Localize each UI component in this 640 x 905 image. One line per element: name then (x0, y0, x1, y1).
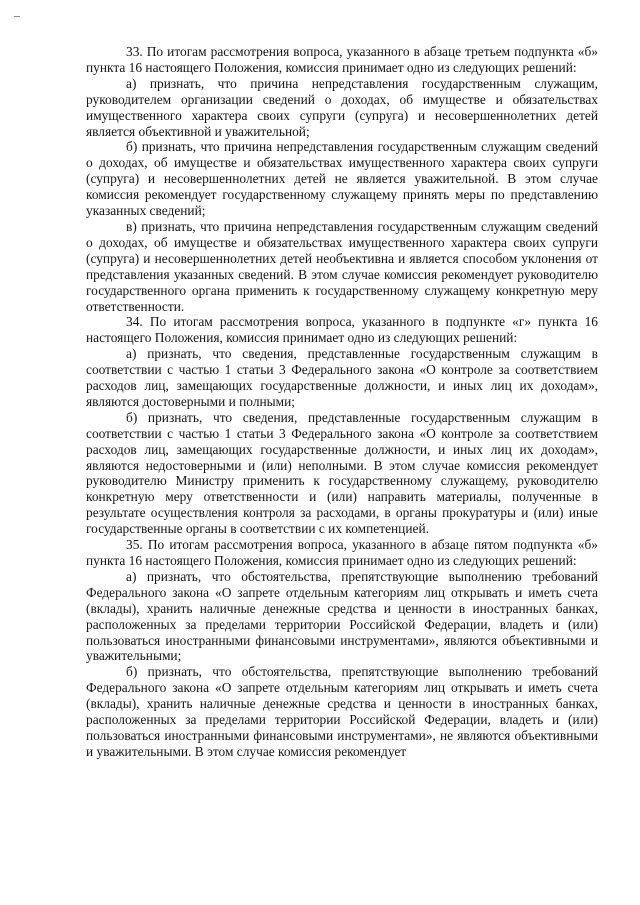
paragraph-34-b: б) признать, что сведения, представленные государственным служащим в соответствии с частью 1 статьи 3 Федерального закона «О контроле за соответствием расходов лиц, замещающих государственные должности, и иных лиц их доходам», являются недостоверными и (или) неполными. В этом случае комиссия рекомендует руководителю Министру применить к государственному служащему, руководителю конкретную меру ответственности и (или) направить материалы, полученные в результате осуществления контроля за расходами, в органы прокуратуры и (или) иные государственные органы в соответствии с их компетенцией. (86, 409, 598, 537)
scan-mark (14, 16, 20, 17)
document-page (86, 44, 598, 760)
paragraph-33-b: б) признать, что причина непредставления государственным служащим сведений о доходах, об имуществе и обязательствах имущественного характера своих супруги (супруга) и несовершеннолетних детей не является уважительной. В этом случае комиссия рекомендует государственному служащему принять меры по представлению указанных сведений; (86, 139, 598, 219)
paragraph-34-a: а) признать, что сведения, представленные государственным служащим в соответствии с частью 1 статьи 3 Федерального закона «О контроле за соответствием расходов лиц, замещающих государственные должности, и иных лиц их доходам», являются достоверными и полными; (86, 346, 598, 409)
paragraph-33-a: а) признать, что причина непредставления государственным служащим, руководителем организации сведений о доходах, об имуществе и обязательствах имущественного характера своих супруги (супруга) и несовершеннолетних детей является объективной и уважительной; (86, 75, 598, 139)
paragraph-34: 34. По итогам рассмотрения вопроса, указанного в подпункте «г» пункта 16 настоящего Положения, комиссия принимает одно из следующих решений: (86, 314, 598, 346)
paragraph-35-b: б) признать, что обстоятельства, препятствующие выполнению требований Федерального закона «О запрете отдельным категориям лиц открывать и иметь счета (вклады), хранить наличные денежные средства и ценности в иностранных банках, расположенных за пределами территории Российской Федерации, владеть и (или) пользоваться иностранными финансовыми инструментами», не являются объективными и уважительными. В этом случае комиссия рекомендует (86, 664, 598, 759)
paragraph-35: 35. По итогам рассмотрения вопроса, указанного в абзаце пятом подпункта «б» пункта 16 настоящего Положения, комиссия принимает одно из следующих решений: (86, 537, 598, 568)
paragraph-33: 33. По итогам рассмотрения вопроса, указанного в абзаце третьем подпункта «б» пункта 16 настоящего Положения, комиссия принимает одно из следующих решений: (86, 44, 598, 75)
paragraph-35-a: а) признать, что обстоятельства, препятствующие выполнению требований Федерального закона «О запрете отдельным категориям лиц открывать и иметь счета (вклады), хранить наличные денежные средства и ценности в иностранных банках, расположенных за пределами территории Российской Федерации, владеть и (или) пользоваться иностранными финансовыми инструментами», являются объективными и уважительными; (86, 568, 598, 664)
paragraph-33-v: в) признать, что причина непредставления государственным служащим сведений о доходах, об имуществе и обязательствах имущественного характера своих супруги (супруга) и несовершеннолетних детей необъективна и является способом уклонения от представления указанных сведений. В этом случае комиссия рекомендует руководителю государственного органа применить к государственному служащему конкретную меру ответственности. (86, 218, 598, 314)
